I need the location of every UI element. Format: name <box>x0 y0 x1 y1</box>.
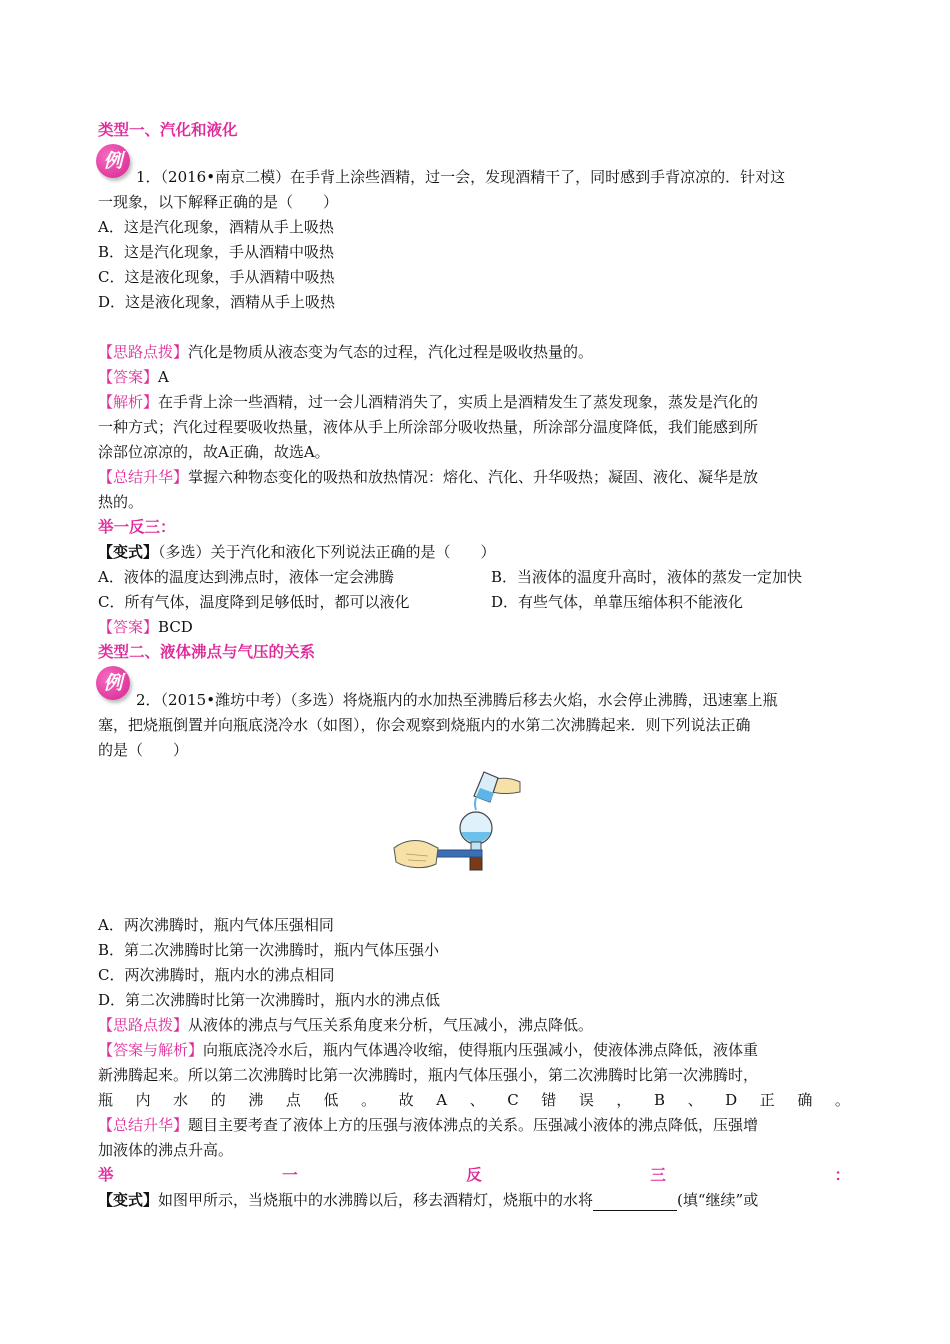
variant1-stem-text: （多选）关于汽化和液化下列说法正确的是（ ） <box>158 543 496 561</box>
variant-heading-2 <box>98 1164 850 1186</box>
answer-tag: 【答案】 <box>98 368 159 386</box>
hand-icon <box>394 841 438 868</box>
example-badge-icon: 例 <box>96 144 130 178</box>
justified-char: 正 <box>759 1091 775 1109</box>
justified-char: 错 <box>541 1091 557 1109</box>
q2-summary-line1 <box>98 1114 758 1136</box>
variant2-stem-text: 如图甲所示，当烧瓶中的水沸腾以后，移去酒精灯，烧瓶中的水将 <box>158 1191 594 1209</box>
fill-blank[interactable] <box>593 1194 677 1211</box>
variant-tag: 【变式】 <box>98 543 159 561</box>
justified-char: 内 <box>135 1091 151 1109</box>
answer-text: A <box>158 368 169 386</box>
summary-text-1: 题目主要考查了液体上方的压强与液体沸点的关系。压强减小液体的沸点降低，压强增 <box>188 1116 759 1134</box>
q2-option-a: A．两次沸腾时，瓶内气体压强相同 <box>98 916 334 934</box>
justified-char: 。 <box>834 1091 850 1109</box>
justified-char: 沸 <box>248 1091 264 1109</box>
q2-answer-line1 <box>98 1039 758 1061</box>
q2-option-d: D．第二次沸腾时比第一次沸腾时，瓶内水的沸点低 <box>98 991 441 1009</box>
justified-char: 确 <box>797 1091 813 1109</box>
q2-hint <box>98 1014 593 1036</box>
variant1-option-b: B．当液体的温度升高时，液体的蒸发一定加快 <box>491 568 803 586</box>
hint-tag: 【思路点拨】 <box>98 343 189 361</box>
justified-char: ： <box>834 1166 850 1184</box>
flask-icon <box>460 812 492 870</box>
justified-char: A <box>436 1091 448 1109</box>
variant1-answer-text: BCD <box>158 618 193 636</box>
q2-stem-line1: 2．（2015•潍坊中考）（多选）将烧瓶内的水加热至沸腾后移去火焰，水会停止沸腾，迅速塞上瓶 <box>136 691 778 709</box>
q2-summary-line2: 加液体的沸点升高。 <box>98 1141 234 1159</box>
q1-analysis-line3: 涂部位凉凉的，故A正确，故选A。 <box>98 443 330 461</box>
justified-char: B <box>653 1091 665 1109</box>
variant-tag: 【变式】 <box>98 1191 159 1209</box>
justified-char: 误 <box>578 1091 594 1109</box>
justified-char: 、 <box>687 1091 703 1109</box>
q1-answer <box>98 366 169 388</box>
q2-answer-line2: 新沸腾起来。所以第二次沸腾时比第一次沸腾时，瓶内气体压强小，第二次沸腾时比第一次沸腾时， <box>98 1066 759 1084</box>
answer-analysis-tag: 【答案与解析】 <box>98 1041 204 1059</box>
summary-text-1: 掌握六种物态变化的吸热和放热情况：熔化、汽化、升华吸热；凝固、液化、凝华是放 <box>188 468 759 486</box>
summary-tag: 【总结升华】 <box>98 468 189 486</box>
hint-text: 从液体的沸点与气压关系角度来分析，气压减小，沸点降低。 <box>188 1016 594 1034</box>
q2-option-b: B．第二次沸腾时比第一次沸腾时，瓶内气体压强小 <box>98 941 440 959</box>
answer-text-1: 向瓶底浇冷水后，瓶内气体遇冷收缩，使得瓶内压强减小，使液体沸点降低，液体重 <box>203 1041 759 1059</box>
justified-char: 。 <box>361 1091 377 1109</box>
section-title-2: 类型二、液体沸点与气压的关系 <box>98 643 316 661</box>
justified-char: 瓶 <box>98 1091 114 1109</box>
variant-heading-1: 举一反三： <box>98 518 176 536</box>
justified-char: 点 <box>285 1091 301 1109</box>
variant1-answer <box>98 616 193 638</box>
hint-text: 汽化是物质从液态变为气态的过程，汽化过程是吸收热量的。 <box>188 343 594 361</box>
justified-char: ， <box>616 1091 632 1109</box>
answer-tag: 【答案】 <box>98 618 159 636</box>
section-title-1: 类型一、汽化和液化 <box>98 121 238 139</box>
variant2-stem <box>98 1189 758 1211</box>
summary-tag: 【总结升华】 <box>98 1116 189 1134</box>
justified-char: D <box>725 1091 738 1109</box>
variant1-option-d: D．有些气体，单靠压缩体积不能液化 <box>491 593 744 611</box>
justified-char: 低 <box>323 1091 339 1109</box>
q1-analysis-line1 <box>98 391 758 413</box>
justified-char: 水 <box>173 1091 189 1109</box>
q2-stem-line2: 塞，把烧瓶倒置并向瓶底浇冷水（如图），你会观察到烧瓶内的水第二次沸腾起来．则下列说法正确 <box>98 716 751 734</box>
q1-stem-line1: 1．（2016•南京二模）在手背上涂些酒精，过一会，发现酒精干了，同时感到手背凉凉的．针对这 <box>136 168 786 186</box>
variant2-after-blank: (填“继续”或 <box>677 1191 759 1209</box>
justified-char: 故 <box>398 1091 414 1109</box>
q1-option-c: C．这是液化现象，手从酒精中吸热 <box>98 268 335 286</box>
q1-stem-line2: 一现象，以下解释正确的是（ ） <box>98 193 339 211</box>
q1-option-b: B．这是汽化现象，手从酒精中吸热 <box>98 243 335 261</box>
q1-option-d: D．这是液化现象，酒精从手上吸热 <box>98 293 336 311</box>
example-badge-icon: 例 <box>96 666 130 700</box>
justified-char: 、 <box>469 1091 485 1109</box>
analysis-text-1: 在手背上涂一些酒精，过一会儿酒精消失了，实质上是酒精发生了蒸发现象，蒸发是汽化的 <box>158 393 759 411</box>
beaker-icon <box>474 772 498 802</box>
justified-char: C <box>507 1091 519 1109</box>
justified-char: 一 <box>282 1166 298 1184</box>
q1-summary-line1 <box>98 466 758 488</box>
variant1-option-a: A．液体的温度达到沸点时，液体一定会沸腾 <box>98 568 394 586</box>
justified-char: 反 <box>466 1166 482 1184</box>
q2-option-c: C．两次沸腾时，瓶内水的沸点相同 <box>98 966 335 984</box>
q1-analysis-line2: 一种方式；汽化过程要吸收热量，液体从手上所涂部分吸收热量，所涂部分温度降低，我们能感到所 <box>98 418 759 436</box>
justified-char: 的 <box>210 1091 226 1109</box>
variant1-option-c: C．所有气体，温度降到足够低时，都可以液化 <box>98 593 410 611</box>
justified-char: 举 <box>98 1166 114 1184</box>
flask-experiment-figure <box>392 768 524 892</box>
q2-answer-line3 <box>98 1089 850 1111</box>
q1-option-a: A．这是汽化现象，酒精从手上吸热 <box>98 218 334 236</box>
q1-hint <box>98 341 593 363</box>
justified-char: 三 <box>650 1166 666 1184</box>
analysis-tag: 【解析】 <box>98 393 159 411</box>
hint-tag: 【思路点拨】 <box>98 1016 189 1034</box>
q1-summary-line2: 热的。 <box>98 493 144 511</box>
q2-stem-line3: 的是（ ） <box>98 741 189 759</box>
variant1-stem <box>98 541 496 563</box>
